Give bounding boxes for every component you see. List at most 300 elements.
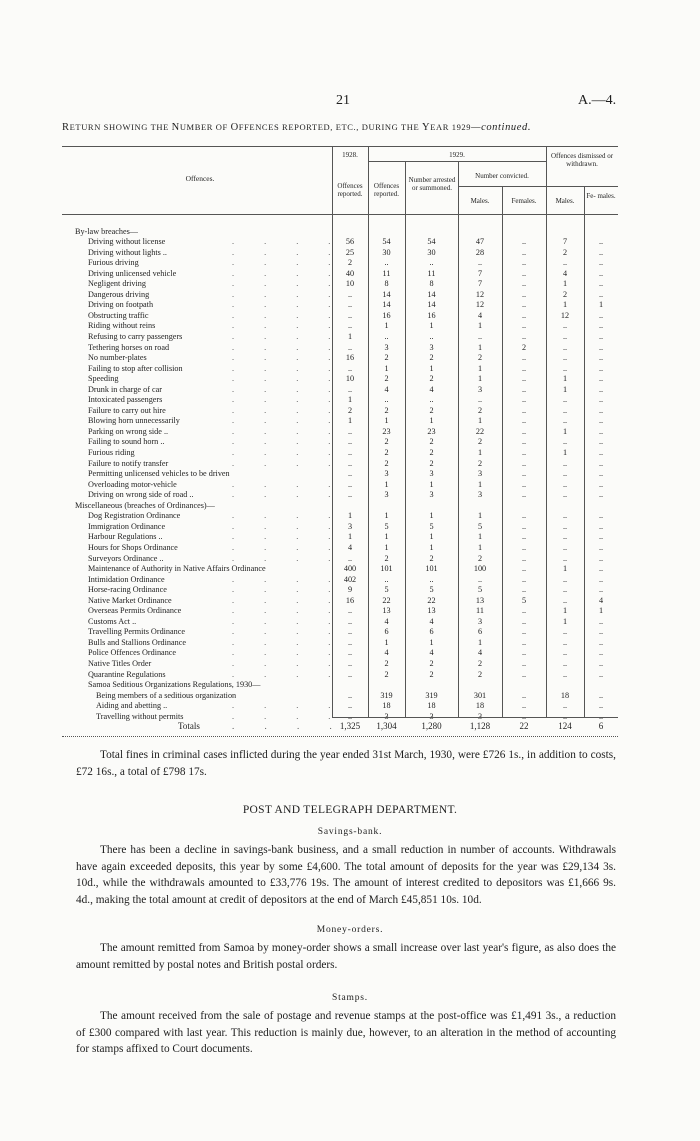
cell-value: .. [598,426,604,436]
cell-value: 23 [427,426,436,436]
cell-value: 1 [347,395,353,405]
offence-label: Travelling Permits Ordinance [88,627,186,637]
cell-value: 4 [429,616,434,626]
cell-value: 400 [343,564,357,574]
cell-value: .. [598,553,604,563]
header-dismissed: Offences dismissed or withdrawn. [550,152,614,168]
cell-value: 1 [477,637,483,647]
cell-value: 54 [427,237,436,246]
cell-value: .. [562,405,568,415]
totals-dots: . . . . [232,721,346,731]
total-value: 1,304 [376,721,397,731]
cell-value: .. [521,448,527,457]
cell-value: 319 [425,690,438,700]
leader-dots: . . . . [232,363,345,373]
cell-value: 2 [347,405,353,415]
table-row [0,278,700,289]
cell-value: 5 [521,595,527,605]
year-1929-rule [368,161,546,162]
cell-value: .. [598,405,604,415]
cell-value: .. [562,416,568,426]
cell-value: .. [521,521,527,531]
offence-label: Native Titles Order [88,659,152,668]
cell-value: .. [347,479,353,489]
offence-label: Immigration Ordinance [88,521,166,531]
cell-value: .. [521,711,527,721]
cell-value: .. [347,553,353,563]
cell-value: 3 [429,342,434,352]
cell-value: .. [347,711,353,721]
cell-value: .. [598,258,604,268]
leader-dots: . . . . [232,247,345,257]
cell-value: .. [598,627,604,637]
cell-value: 56 [345,237,355,246]
cell-value: 3 [429,711,434,721]
cell-value: .. [521,289,527,299]
cell-value: 1 [429,542,434,552]
offence-label: Driving without lights .. [88,247,167,257]
cell-value: 2 [562,289,568,299]
cell-value: 2 [429,353,434,363]
offence-label: Failing to stop after collision [88,363,183,373]
money-orders-heading: Money-orders. [316,925,384,935]
cell-value: 3 [384,711,389,721]
cell-value: 16 [345,595,355,605]
cell-value: .. [521,648,527,658]
header-offences: Offences. [185,174,215,183]
cell-value: 101 [425,564,438,574]
cell-value: .. [521,279,527,289]
department-heading: POST AND TELEGRAPH DEPARTMENT. [242,804,458,816]
cell-value: .. [477,258,483,268]
cell-value: 12 [475,300,485,310]
cell-value: 1 [384,532,389,542]
table-row [0,468,700,479]
leader-dots: . . . . [232,310,345,320]
cell-value: 1 [477,542,483,552]
table-row [0,447,700,458]
offence-label: Customs Act .. [88,616,137,626]
cell-value: .. [521,268,527,278]
offence-label: Furious riding [88,448,135,457]
cell-value: 13 [475,595,485,605]
header-offences-reported-1929: Offences reported. [373,182,400,198]
header-offences-reported-1928: Offences reported. [337,182,363,198]
leader-dots: . . . . [232,627,345,637]
cell-value: .. [562,437,568,447]
offence-label: Intimidation Ordinance [88,574,165,584]
cell-value: 4 [562,268,568,278]
cell-value: .. [521,479,527,489]
leader-dots: . . . . [232,585,345,595]
cell-value: 11 [476,606,484,616]
cell-value: 18 [560,690,570,700]
leader-dots: . . . . [232,300,345,310]
cell-value: 1 [562,448,568,457]
cell-value: 1 [477,363,483,373]
cell-value: 1 [347,416,353,426]
cell-value: 13 [427,606,436,616]
cell-value: 2 [477,669,483,679]
cell-value: .. [347,437,353,447]
cell-value: .. [477,574,483,584]
table-row [0,310,700,321]
table-row [0,542,700,553]
cell-value: 16 [345,353,355,363]
cell-value: .. [598,690,604,700]
cell-value: 1 [562,300,568,310]
table-row [0,405,700,416]
total-value: 1,128 [469,721,491,731]
cell-value: .. [347,669,353,679]
cell-value: .. [521,384,527,394]
cell-value: 1 [477,448,483,457]
cell-value: .. [521,637,527,647]
cell-value: 13 [382,606,391,616]
cell-value: 3 [384,342,389,352]
cell-value: .. [598,637,604,647]
cell-value: .. [521,310,527,320]
offence-label: Failure to notify transfer [88,458,169,468]
cell-value: 10 [345,374,355,384]
offence-label: Furious driving [88,258,139,268]
cell-value: .. [562,532,568,542]
cell-value: .. [347,458,353,468]
total-value: 22 [519,721,529,731]
offence-label: Driving unlicensed vehicle [88,268,177,278]
cell-value: .. [521,542,527,552]
table-row [0,553,700,564]
cell-value: .. [347,659,353,668]
cell-value: 2 [384,405,389,415]
cell-value: .. [562,701,568,711]
cell-value: 30 [427,247,436,257]
cell-value: .. [598,458,604,468]
cell-value: .. [562,353,568,363]
cell-value: 1 [384,321,389,331]
table-row [0,363,700,374]
leader-dots: . . . . [232,342,345,352]
total-value: 1,280 [421,721,442,731]
leader-dots: . . . . [232,701,345,711]
cell-value: 1 [598,300,604,310]
offence-label: Police Offences Ordinance [88,648,177,658]
cell-value: 1 [477,479,483,489]
cell-value: 2 [384,353,389,363]
cell-value: 2 [384,659,389,668]
cell-value: .. [562,342,568,352]
cell-value: 1 [429,532,434,542]
leader-dots: . . . . [232,574,345,584]
leader-dots: . . . . [232,637,345,647]
cell-value: .. [521,437,527,447]
cell-value: .. [598,659,604,668]
cell-value: 2 [429,553,434,563]
cell-value: .. [598,479,604,489]
cell-value: .. [347,648,353,658]
cell-value: .. [521,363,527,373]
savings-bank-heading: Savings-bank. [317,827,383,837]
cell-value: .. [429,574,434,584]
cell-value: 2 [429,374,434,384]
cell-value: .. [347,310,353,320]
cell-value: 54 [382,237,391,246]
cell-value: 1 [384,363,389,373]
cell-value: .. [347,342,353,352]
cell-value: .. [521,416,527,426]
table-row [0,531,700,542]
cell-value: .. [521,405,527,415]
offence-label: No number-plates [88,353,147,363]
section-bylaw: By-law breaches— [75,227,138,236]
cell-value: 5 [477,521,483,531]
cell-value: .. [598,342,604,352]
header-year-1928: 1928. [342,151,358,159]
offence-label: Maintenance of Authority in Native Affairs Ordinance [88,564,266,574]
cell-value: 16 [427,310,436,320]
cell-value: .. [598,574,604,584]
leader-dots: . . . . [232,511,345,521]
cell-value: .. [598,616,604,626]
cell-value: 2 [429,437,434,447]
cell-value: 14 [382,289,391,299]
cell-value: 12 [560,310,570,320]
cell-value: .. [598,469,604,479]
header-year-1929: 1929. [449,151,465,159]
cell-value: 1 [384,637,389,647]
offence-label: Permitting unlicensed vehicles to be driven [88,469,230,479]
table-row [0,247,700,258]
cell-value: 1 [429,479,434,489]
cell-value: 2 [347,258,353,268]
cell-value: 3 [384,490,389,500]
cell-value: .. [598,374,604,384]
cell-value: .. [521,553,527,563]
cell-value: .. [562,595,568,605]
leader-dots: . . . . [232,416,345,426]
cell-value: .. [521,659,527,668]
leader-dots: . . . . [232,237,345,246]
cell-value: 1 [347,331,353,341]
cell-value: 1 [562,279,568,289]
cell-value: 5 [384,521,389,531]
table-row [0,584,700,595]
table-row [0,489,700,500]
cell-value: .. [347,289,353,299]
cell-value: 1 [429,637,434,647]
table-row [0,236,700,247]
cell-value: 1 [562,384,568,394]
cell-value: .. [598,279,604,289]
cell-value: .. [347,300,353,310]
table-row [0,679,700,690]
cell-value: .. [347,490,353,500]
cell-value: 2 [384,553,389,563]
cell-value: .. [521,511,527,521]
cell-value: .. [598,437,604,447]
offence-label: Quarantine Regulations [88,669,166,679]
leader-dots: . . . . [232,405,345,415]
leader-dots: . . . . [232,268,345,278]
table-row [0,595,700,606]
cell-value: 1 [598,606,604,616]
table-row [0,299,700,310]
cell-value: 4 [384,384,389,394]
cell-value: 3 [477,469,483,479]
cell-value: .. [598,237,604,246]
cell-value: 6 [429,627,434,637]
header-convicted: Number convicted. [475,172,529,180]
leader-dots: . . . . [232,479,345,489]
offence-label: Riding without reins [88,321,156,331]
money-orders-paragraph: The amount remitted from Samoa by money-order shows a small increase over last year's figure, as also does the amount remitted by postal notes and British postal orders. [76,942,616,971]
cell-value: 1 [562,616,568,626]
offence-label: Native Market Ordinance [88,595,172,605]
cell-value: .. [562,321,568,331]
offence-label: Blowing horn unnecessarily [88,416,180,426]
leader-dots: . . . . [232,437,345,447]
cell-value: 1 [429,363,434,373]
offence-label: Harbour Regulations .. [88,532,163,542]
cell-value: .. [347,701,353,711]
offence-label: Hours for Shops Ordinance [88,542,178,552]
cell-value: .. [521,237,527,246]
cell-value: 8 [429,279,434,289]
table-row [0,700,700,711]
cell-value: 3 [477,384,483,394]
leader-dots: . . . . [232,448,345,457]
cell-value: .. [521,532,527,542]
cell-value: .. [477,395,483,405]
cell-value: 3 [477,490,483,500]
cell-value: .. [598,648,604,658]
cell-value: 1 [562,374,568,384]
cell-value: 4 [477,310,483,320]
cell-value: 2 [477,437,483,447]
cell-value: .. [562,542,568,552]
table-title: RETURN SHOWING THE NUMBER OF OFFENCES REPORTED, ETC., DURING THE YEAR 1929—continued. [62,122,532,133]
offence-label: Horse-racing Ordinance [88,585,167,595]
cell-value: .. [347,469,353,479]
table-row [0,373,700,384]
cell-value: .. [562,511,568,521]
cell-value: 30 [382,247,391,257]
header-bottom-rule [62,214,618,215]
table-row [0,394,700,405]
table-row [0,384,700,395]
cell-value: .. [429,395,434,405]
totals-label: Totals [178,721,200,731]
table-row [0,637,700,648]
leader-dots: . . . . [232,289,345,299]
cell-value: .. [384,258,389,268]
table-row [0,342,700,353]
leader-dots: . . . . [232,374,345,384]
cell-value: .. [562,395,568,405]
savings-bank-paragraph: There has been a decline in savings-bank business, and a small reduction in number of accounts. Withdrawals have again exceeded deposits, this year by some £4,600. The total amount of deposits for the year was £29,134 3s. 10d., while the withdrawals amounted to £33,776 19s. The amount of interest credited to depositors was £1,666 9s. 4d., making the total amount at credit of depositors at the end of March £45,851 10s. 10d. [76,844,616,906]
cell-value: 4 [429,384,434,394]
cell-value: .. [347,606,353,616]
cell-value: 10 [345,279,355,289]
offence-label: Parking on wrong side .. [88,426,169,436]
cell-value: 23 [382,426,391,436]
cell-value: 2 [562,247,568,257]
cell-value: 5 [477,585,483,595]
cell-value: .. [521,585,527,595]
cell-value: 101 [380,564,393,574]
cell-value: .. [562,490,568,500]
offence-label: Negligent driving [88,279,146,289]
cell-value: 3 [384,469,389,479]
offence-label: Failing to sound horn .. [88,437,165,447]
total-value: 1,325 [339,721,361,731]
cell-value: 1 [347,511,353,521]
cell-value: .. [521,374,527,384]
offence-label: Surveyors Ordinance .. [88,553,164,563]
cell-value: .. [521,258,527,268]
cell-value: 1 [384,416,389,426]
table-row [0,574,700,585]
table-row [0,626,700,637]
cell-value: 2 [429,669,434,679]
cell-value: .. [521,321,527,331]
offence-label: Intoxicated passengers [88,395,163,405]
leader-dots: . . . . [232,279,345,289]
cell-value: 319 [380,690,393,700]
cell-value: .. [347,448,353,457]
cell-value: .. [562,258,568,268]
leader-dots: . . . . [232,258,345,268]
cell-value: .. [521,564,527,574]
cell-value: .. [347,426,353,436]
cell-value: 1 [429,321,434,331]
cell-value: 4 [384,648,389,658]
table-row [0,563,700,574]
cell-value: 1 [477,532,483,542]
cell-value: 47 [475,237,485,246]
leader-dots: . . . . [232,521,345,531]
cell-value: 5 [429,521,434,531]
fines-paragraph: Total fines in criminal cases inflicted during the year ended 31st March, 1930, were £726 1s., in addition to costs, £72 16s., a total of £798 17s. [76,749,616,778]
cell-value: .. [562,521,568,531]
table-row [0,521,700,532]
total-value: 124 [558,721,572,731]
table-top-rule [62,146,618,147]
cell-value: .. [598,448,604,457]
cell-value: .. [598,564,604,574]
table-row [0,257,700,268]
section-misc: Miscellaneous (breaches of Ordinances)— [75,500,215,510]
leader-dots: . . . . [232,353,345,363]
table-row [0,647,700,658]
stamps-heading: Stamps. [332,993,368,1003]
cell-value: 28 [475,247,485,257]
cell-value: .. [562,458,568,468]
cell-value: .. [347,616,353,626]
cell-value: 12 [475,289,485,299]
leader-dots: . . . . [232,542,345,552]
cell-value: .. [562,331,568,341]
cell-value: .. [598,384,604,394]
header-dismissed-males: Males. [555,197,575,205]
cell-value: 5 [429,585,434,595]
cell-value: .. [521,469,527,479]
offence-label: Dangerous driving [88,289,150,299]
cell-value: .. [598,268,604,278]
cell-value: .. [384,331,389,341]
leader-dots: . . . . [232,384,345,394]
cell-value: .. [347,690,353,700]
